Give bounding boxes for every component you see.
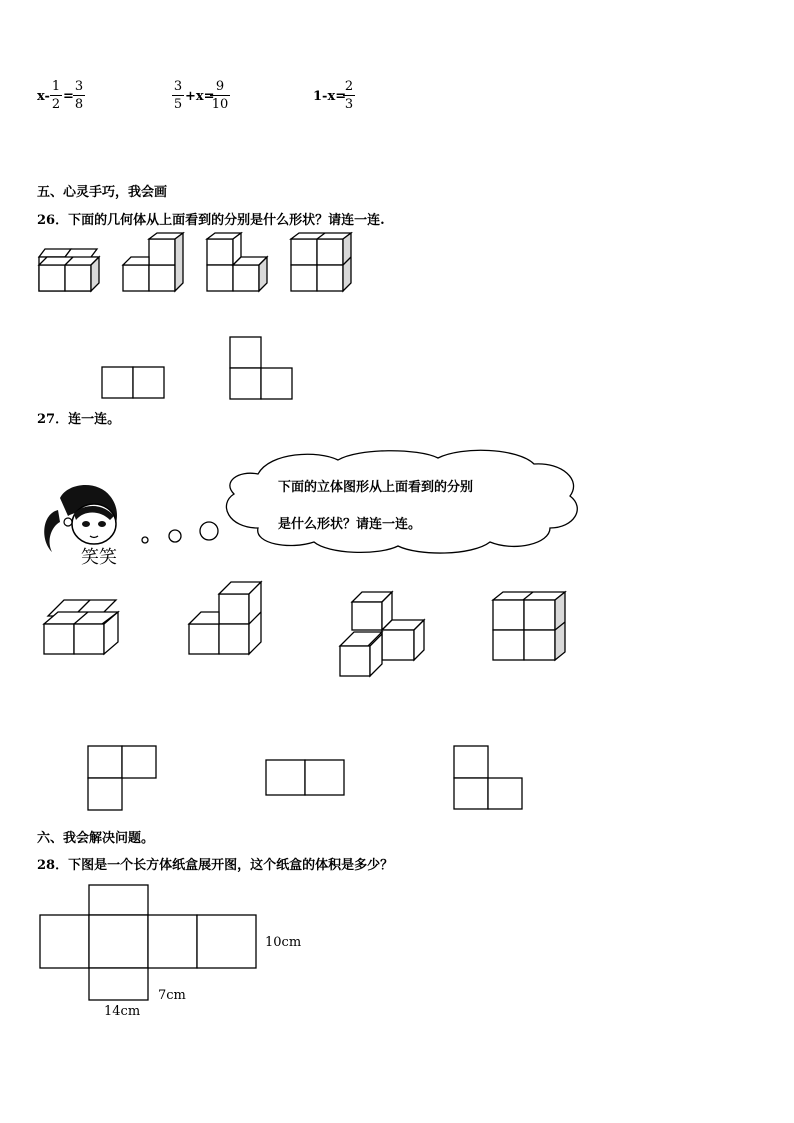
section-5-title: 五、心灵手巧，我会画	[37, 185, 168, 200]
eq1-fraction-2	[73, 79, 85, 112]
bubble-text-line-1: 下面的立体图形从上面看到的分别	[278, 480, 474, 495]
eq3-fraction	[343, 79, 355, 112]
q27-solid-1	[42, 598, 124, 658]
eq2-fraction-2	[210, 79, 230, 112]
eq2-f1-den: 5	[173, 97, 183, 112]
dimension-height: 10cm	[265, 935, 302, 950]
q27-solid-2	[187, 580, 267, 656]
section-6-title: 六、我会解决问题。	[37, 831, 155, 846]
bubble-text-line-2: 是什么形状？请连一连。	[278, 517, 422, 532]
q26-solid-4	[289, 231, 353, 293]
q28-title: 28．下图是一个长方体纸盒展开图，这个纸盒的体积是多少？	[37, 858, 394, 873]
eq1-f1-den: 2	[51, 97, 61, 112]
q27-solid-3	[338, 590, 430, 678]
thought-cloud	[218, 446, 586, 558]
q27-title: 27．连一连。	[37, 412, 121, 427]
q27-solid-4	[491, 590, 571, 664]
eq2-f2-den: 10	[211, 97, 229, 112]
eq1-prefix: x-	[37, 89, 50, 104]
eq3-f-num: 2	[344, 79, 354, 94]
q26-view-2	[229, 336, 295, 400]
q26-solid-3	[205, 231, 269, 293]
q26-title: 26．下面的几何体从上面看到的分别是什么形状？请连一连.	[37, 213, 385, 228]
dimension-length: 14cm	[104, 1004, 141, 1019]
q26-solid-1	[37, 247, 101, 293]
eq2-plus-x-equals: +x=	[185, 89, 215, 104]
eq1-equals: =	[63, 89, 74, 104]
eq1-fraction-1	[50, 79, 62, 112]
q27-view-2	[265, 759, 347, 799]
q26-view-1	[101, 366, 167, 400]
eq1-f2-den: 8	[74, 97, 84, 112]
eq1-f1-num: 1	[51, 79, 61, 94]
eq1-f2-num: 3	[74, 79, 84, 94]
eq3-prefix: 1-x=	[313, 89, 347, 104]
box-net-diagram	[38, 884, 260, 1004]
thought-bubbles	[140, 520, 220, 550]
q27-view-3	[453, 745, 527, 811]
eq3-f-den: 3	[344, 97, 354, 112]
eq2-f2-num: 9	[215, 79, 225, 94]
dimension-width: 7cm	[158, 988, 186, 1003]
q27-view-1	[87, 745, 159, 813]
eq2-fraction-1	[172, 79, 184, 112]
q26-solid-2	[121, 231, 185, 293]
eq2-f1-num: 3	[173, 79, 183, 94]
girl-name: 笑笑	[81, 547, 117, 568]
